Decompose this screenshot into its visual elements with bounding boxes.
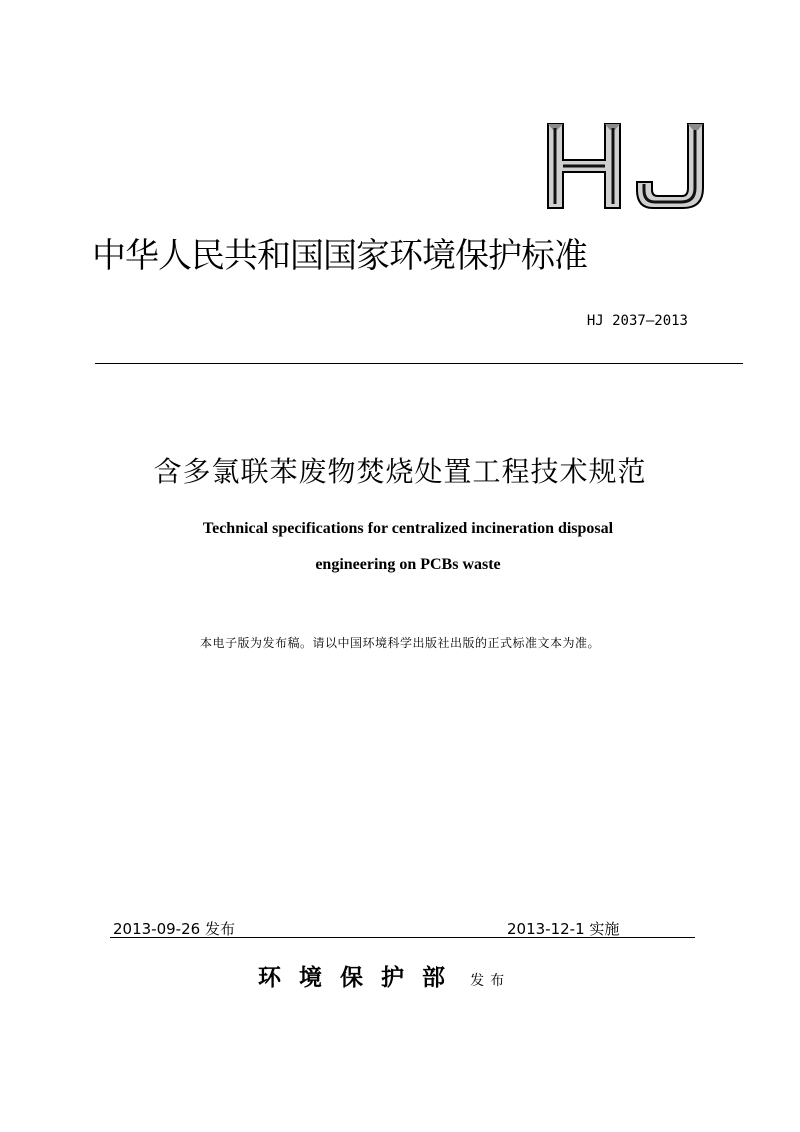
standard-code: HJ 2037—2013 <box>586 313 688 329</box>
issue-date: 2013-09-26 发布 <box>113 920 235 938</box>
header-divider <box>95 363 743 364</box>
publisher-action: 发布 <box>470 973 511 989</box>
document-title-chinese: 含多氯联苯废物焚烧处置工程技术规范 <box>153 455 647 488</box>
hj-logo <box>543 122 713 210</box>
hj-logo-letter-j <box>637 124 703 208</box>
effective-date: 2013-12-1 实施 <box>507 920 620 938</box>
publisher-organization: 环境保护部 <box>258 964 463 991</box>
standard-name: 中华人民共和国国家环境保护标准 <box>92 236 587 276</box>
dates-divider <box>110 937 695 938</box>
document-title-english-line1: Technical specifications for centralized incineration disposal <box>202 520 614 537</box>
publisher-line <box>258 959 510 992</box>
edition-notice: 本电子版为发布稿。请以中国环境科学出版社出版的正式标准文本为准。 <box>199 636 600 650</box>
hj-logo-letter-h <box>548 124 620 208</box>
document-title-english-line2: engineering on PCBs waste <box>315 556 501 573</box>
